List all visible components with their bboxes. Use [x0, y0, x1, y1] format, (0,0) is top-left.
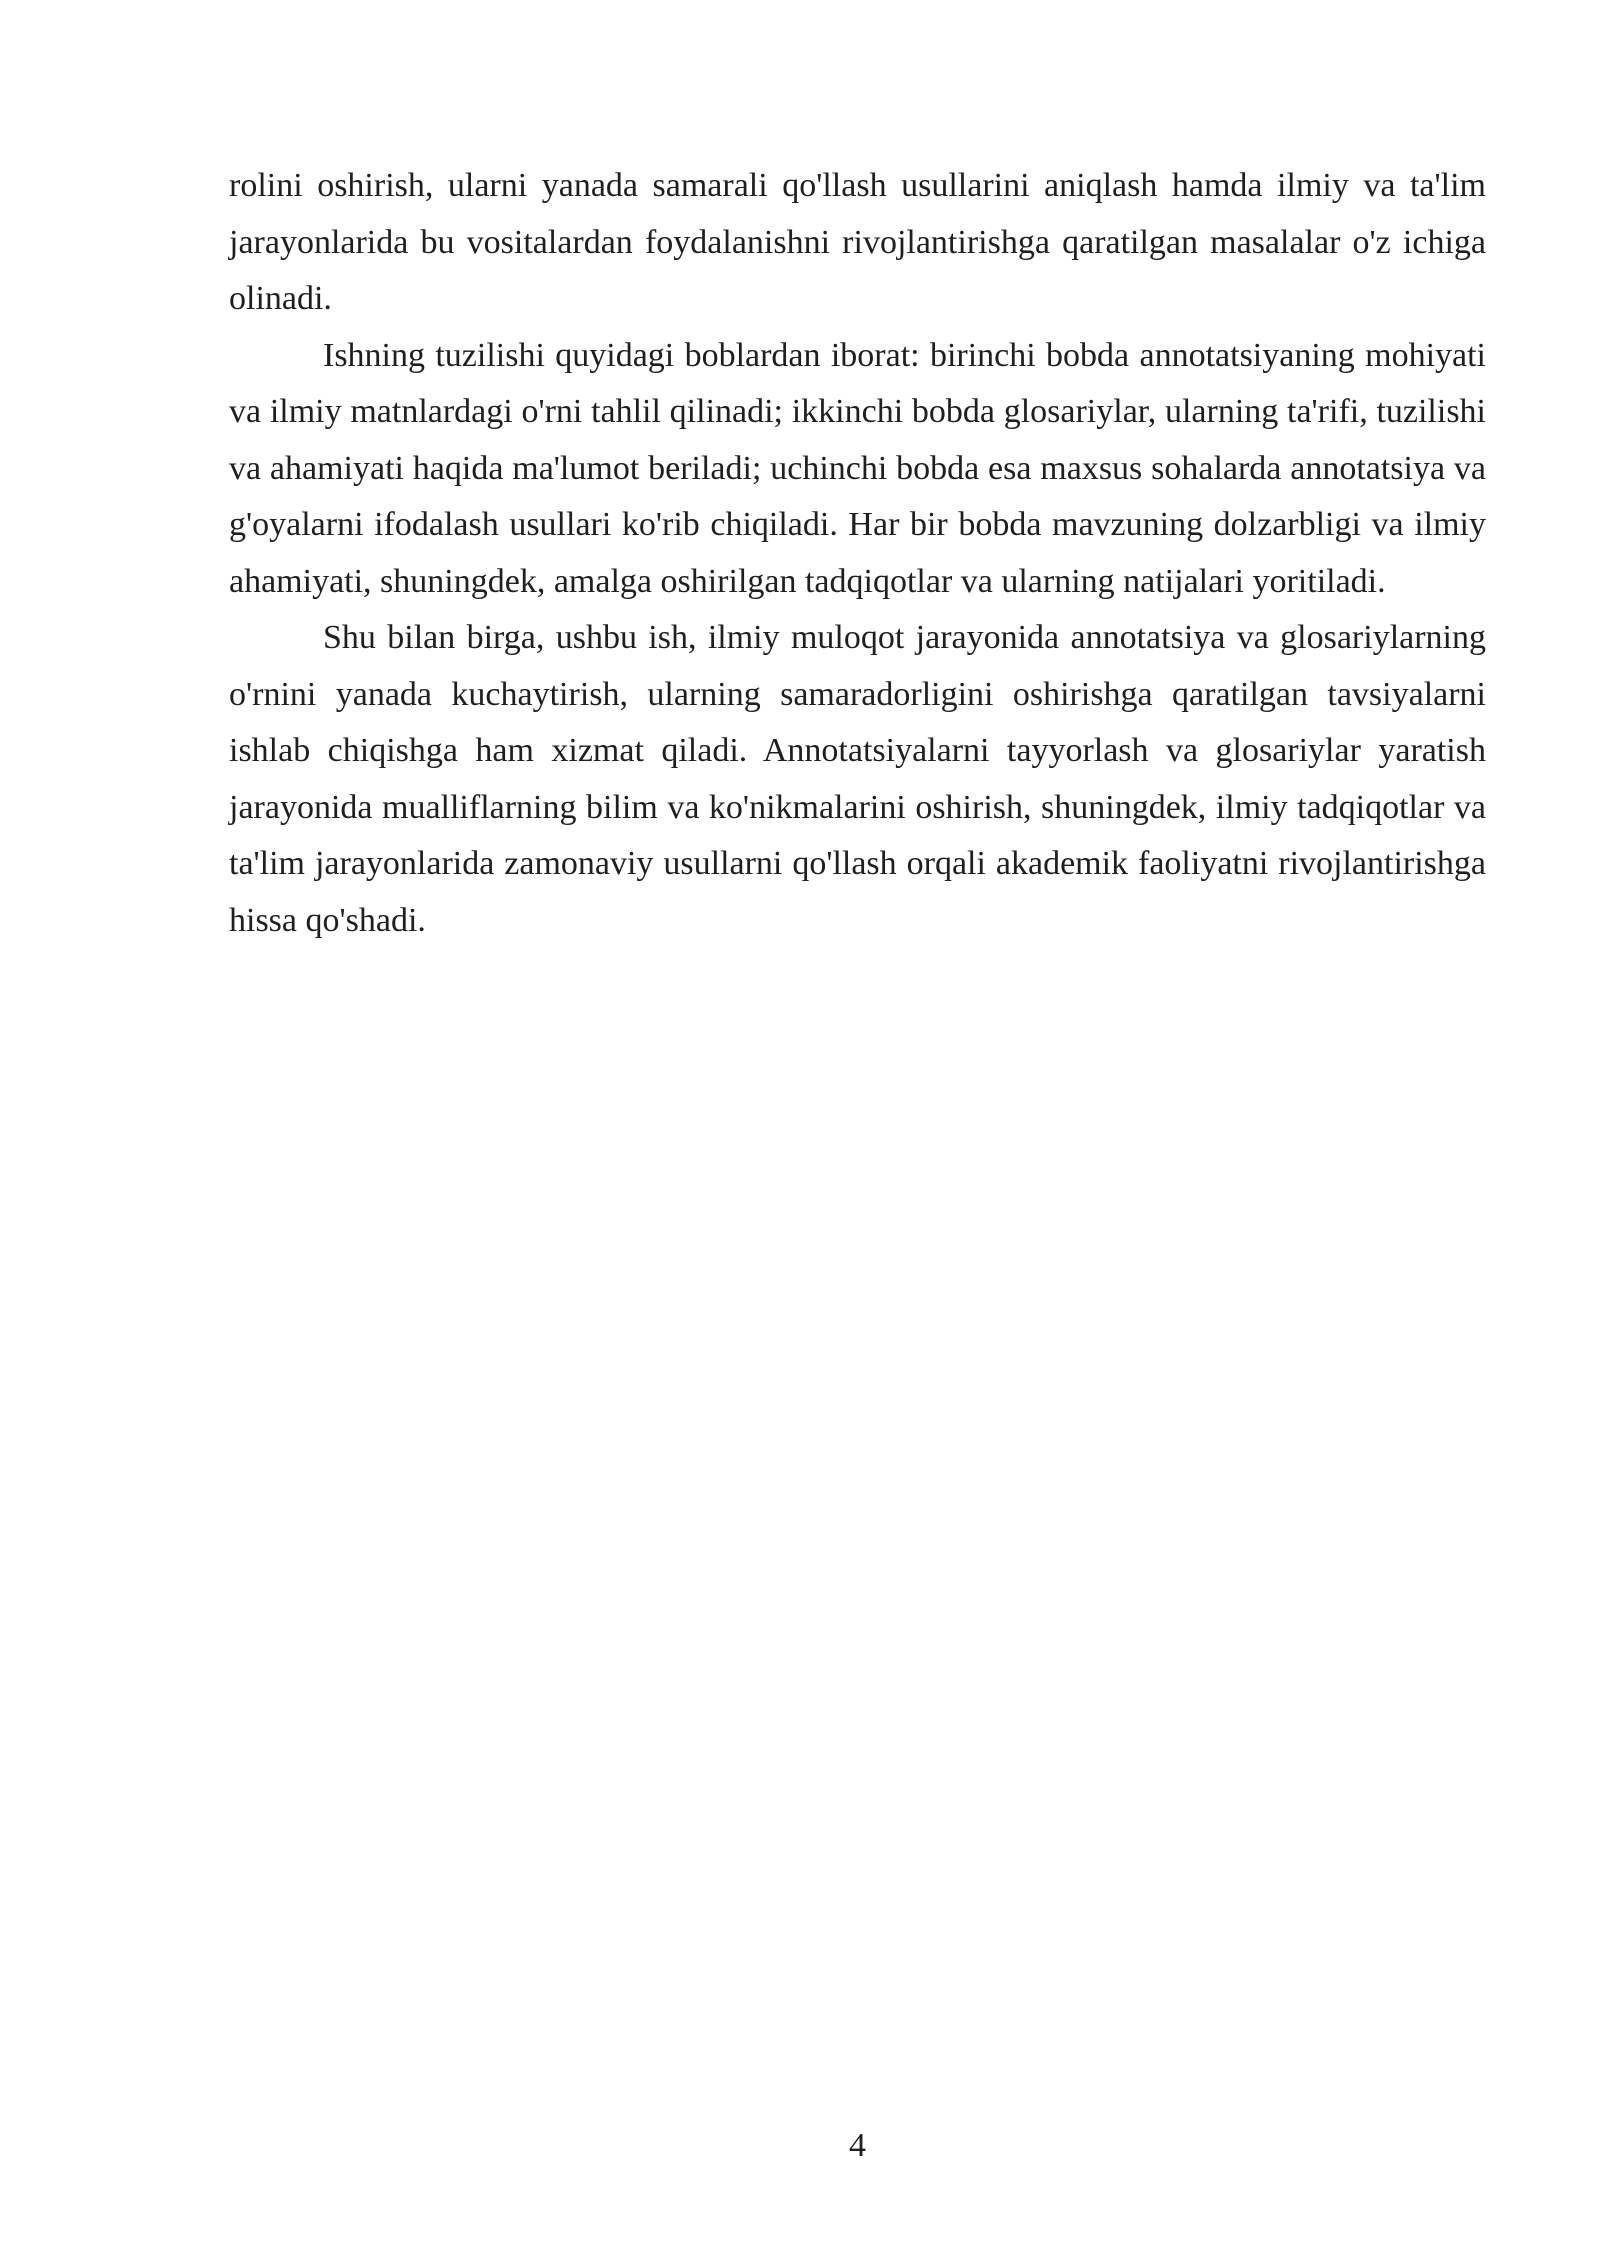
paragraph-recommendations: Shu bilan birga, ushbu ish, ilmiy muloqot jarayonida annotatsiya va glosariylarning o'rnini yanada kuchaytirish, ularning samaradorligini oshirishga qaratilgan tavsiyalarni ishlab chiqishga ham xizmat qiladi. Annotatsiyalarni tayyorlash va glosariylar yaratish jarayonida mualliflarning bilim va ko'nikmalarini oshirish, shuningdek, ilmiy tadqiqotlar va ta'lim jarayonlarida zamonaviy usullarni qo'llash orqali akademik faoliyatni rivojlantirishga hissa qo'shadi. [229, 619, 1486, 939]
paragraph-continuation: rolini oshirish, ularni yanada samarali qo'llash usullarini aniqlash hamda ilmiy va ta'lim jarayonlarida bu vositalardan foydalanishni rivojlantirishga qaratilgan masalalar o'z ichiga olinadi. [229, 167, 1486, 317]
body-text [229, 158, 1486, 949]
page-number: 4 [849, 2127, 866, 2164]
paragraph-structure: Ishning tuzilishi quyidagi boblardan iborat: birinchi bobda annotatsiyaning mohiyati va ilmiy matnlardagi o'rni tahlil qilinadi; ikkinchi bobda glosariylar, ularning ta'rifi, tuzilishi va ahamiyati haqida ma'lumot beriladi; uchinchi bobda esa maxsus sohalarda annotatsiya va g'oyalarni ifodalash usullari ko'rib chiqiladi. Har bir bobda mavzuning dolzarbligi va ilmiy ahamiyati, shuningdek, amalga oshirilgan tadqiqotlar va ularning natijalari yoritiladi. [229, 336, 1486, 600]
